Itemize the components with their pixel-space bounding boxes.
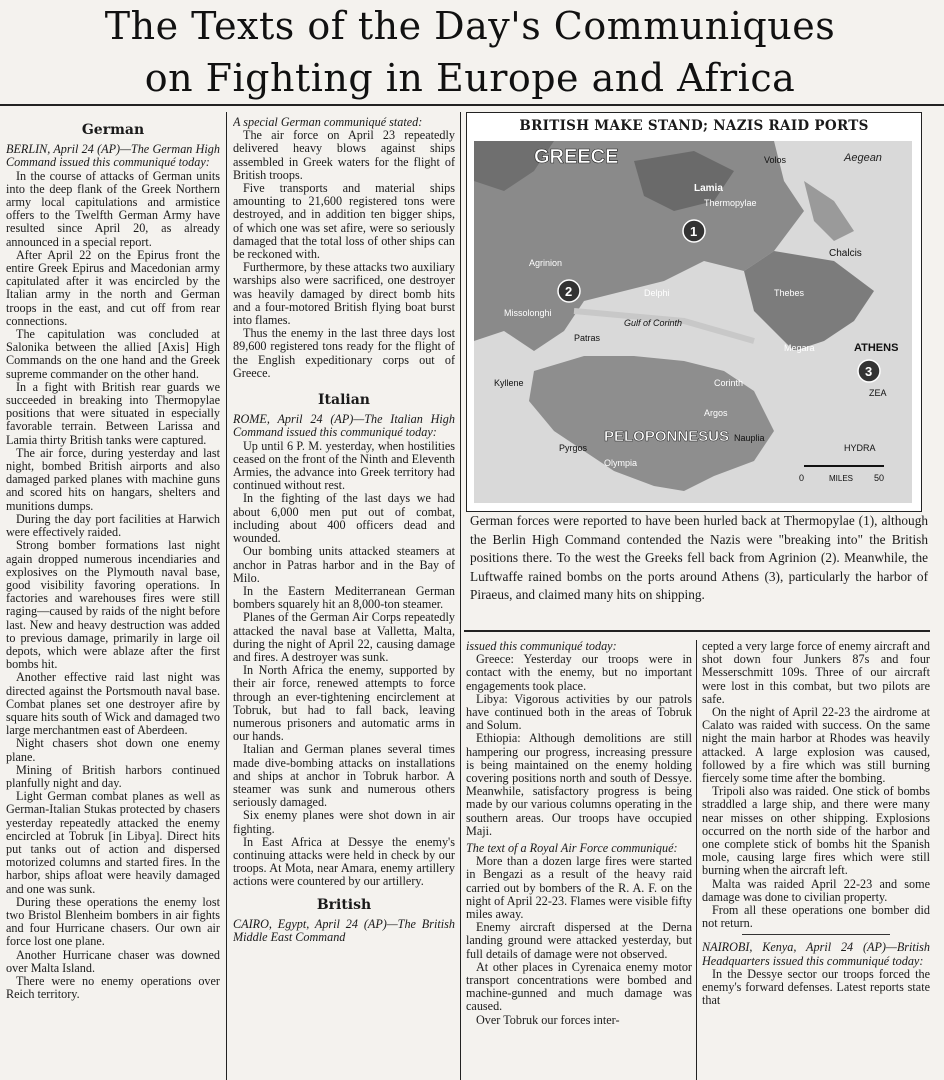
raf-paragraph: Over Tobruk our forces inter- [476, 1012, 620, 1027]
german-paragraph: There were no enemy operations over Reich territory. [6, 974, 220, 1002]
map-marker-2-label: 2 [565, 284, 573, 299]
map-scale-miles: MILES [829, 474, 854, 483]
column-rule-2 [460, 112, 461, 1080]
headline-line-2: on Fighting in Europe and Africa [144, 56, 796, 100]
map-label-argos: Argos [704, 408, 728, 418]
map-title: BRITISH MAKE STAND; NAZIS RAID PORTS [519, 118, 869, 134]
italian-heading: Italian [318, 392, 370, 409]
map-marker-1-label: 1 [690, 224, 698, 239]
map-label-aegean: Aegean [844, 152, 882, 164]
greece-map [466, 112, 922, 512]
german-paragraph: Mining of British harbors continued planfully night and day. [6, 762, 220, 790]
map-label-thermopylae: Thermopylae [704, 198, 757, 208]
italian-paragraph: In the Eastern Mediterranean German bombers squarely hit an 8,000-ton steamer. [233, 583, 455, 612]
german-paragraph: Another Hurricane chaser was downed over Malta Island. [6, 947, 220, 975]
map-label-nauplia: Nauplia [734, 433, 765, 443]
british-column [466, 640, 692, 1080]
british-paragraph: Greece: Yesterday our troops were in contact with the enemy, but no important engagements took place. [466, 652, 692, 693]
german-paragraph: Light German combat planes as well as German-Italian Stukas protected by chasers yesterday repeatedly attacked the enemy encircled at Tobruk [in Libya]. Direct hits put tanks out of action and dispersed motorized columns and started fires. In the harbor, ships afloat were heavily damaged and one was sunk. [6, 789, 220, 896]
british-paragraph: Ethiopia: Although demolitions are still hampering our progress, increasing pressure is being maintained on the enemy holding covering positions north and south of Dessye. Meanwhile, satisfactory progress is being made by our various columns operating in the southern areas. Our troops have occupied Maji. [466, 731, 692, 838]
map-label-athens: ATHENS [854, 342, 899, 354]
page-headline [60, 0, 880, 104]
headline-line-1: The Texts of the Day's Communiques [104, 4, 836, 48]
raf-column [702, 640, 930, 1080]
map-label-pyrgos: Pyrgos [559, 443, 588, 453]
italian-column [233, 116, 455, 1080]
map-graphic [474, 141, 912, 503]
german-heading: German [81, 122, 145, 138]
map-caption: German forces were reported to have been hurled back at Thermopylae (1), although the Berlin High Command contended the Nazis were "breaking into" the British positions there. To the west the Greeks fell back from Agrinion (2). Meanwhile, the Luftwaffe rained bombs on the ports around Athens (3), particularly the harbor of Piraeus, and claimed many hits on shipping. [470, 513, 928, 603]
german-paragraph: Another effective raid last night was directed against the Portsmouth naval base. Combat planes set one destroyer afire by square hits south of Wick and damaged two large merchantmen east of Aberdeen. [6, 670, 220, 738]
british-dateline: CAIRO, Egypt, April 24 (AP)—The British Middle East Command [233, 916, 455, 944]
special-paragraph: Five transports and material ships amounting to 21,600 registered tons were destroyed, and in addition ten bigger ships, of which one was set afire, were so seriously damaged that the total loss of other ships can be reckoned with. [233, 181, 455, 262]
col5-paragraph: Tripoli also was raided. One stick of bombs straddled a large ship, and there were many near misses on other shipping. Explosions occurred on the north side of the harbor and one complete stick of bombs hit the Spanish mole, causing large fires which were still burning when the aircraft left. [702, 784, 930, 878]
german-paragraph: Night chasers shot down one enemy plane. [6, 736, 220, 764]
map-label-peloponnesus: PELOPONNESUS [604, 428, 730, 445]
column-rule-1 [226, 112, 227, 1080]
special-intro: A special German communiqué stated: [233, 116, 423, 129]
map-scale-fifty: 50 [874, 473, 885, 483]
german-paragraph: Strong bomber formations last night again dropped numerous incendiaries and explosives on the Plymouth naval base, good visibility favoring operations. In factories and warehouses fires were still raging—caused by raids of the night before last. New and heavy destruction was added to previous damage, primarily in large oil depots, which were ablaze after the first bombs hit. [6, 538, 220, 672]
british-heading: British [316, 896, 372, 913]
italian-paragraph: Our bombing units attacked steamers at anchor in Patras harbor and in the Bay of Milo. [233, 544, 455, 585]
italian-paragraph: Italian and German planes several times made dive-bombing attacks on installations and ships at anchor in Tobruk harbor. A steamer was sunk and numerous others seriously damaged. [233, 742, 455, 810]
map-marker-3-label: 3 [865, 364, 873, 379]
italian-paragraph: In the fighting of the last days we had about 6,000 men put out of combat, including about 400 officers dead and wounded. [233, 491, 455, 546]
italian-dateline: ROME, April 24 (AP)—The Italian High Command issued this communiqué today: [233, 412, 455, 440]
caption-rule [464, 630, 930, 632]
german-dateline: BERLIN, April 24 (AP)—The German High Command issued this communiqué today: [6, 142, 220, 170]
map-label-kyllene: Kyllene [494, 378, 524, 388]
italian-paragraph: In North Africa the enemy, supported by their air force, renewed attempts to force through an ever-tightening encirclement at Tobruk, but had to fall back, leaving numerous prisoners and automatic arms in our hands. [233, 663, 455, 744]
raf-paragraph: More than a dozen large fires were started in Bengazi as a result of the heavy raid carried out by bombers of the R. A. F. on the night of April 22-23. Flames were visible fifty miles away. [466, 854, 692, 922]
italian-paragraph: Six enemy planes were shot down in air fighting. [233, 808, 455, 836]
german-paragraph: In the course of attacks of German units into the deep flank of the Greek Northern army local capitulations and armistice offers to the Twelfth German Army have resulted since April 20, as already announced in a special report. [6, 168, 220, 249]
map-label-greece: GREECE [534, 146, 619, 168]
map-label-volos: Volos [764, 155, 787, 165]
german-paragraph: During these operations the enemy lost two Bristol Blenheim bombers in air fights and four Hurricane chasers. Our own air force lost one plane. [6, 894, 220, 949]
map-label-corinth: Corinth [714, 378, 744, 388]
raf-intro: The text of a Royal Air Force communiqué: [466, 841, 678, 856]
map-label-thebes: Thebes [774, 288, 805, 298]
map-label-agrinion: Agrinion [529, 258, 563, 268]
section-divider [742, 930, 890, 935]
map-label-patras: Patras [574, 333, 601, 343]
german-paragraph: After April 22 on the Epirus front the entire Greek Epirus and Macedonian army capitulated after it was encircled by the Italian army in the north and German troops in the east, and cut off from rear connections. [6, 247, 220, 328]
british-paragraph: Libya: Vigorous activities by our patrols have continued both in the areas of Tobruk and Solum. [466, 691, 692, 733]
col5-paragraph: From all these operations one bomber did not return. [702, 903, 930, 931]
german-paragraph: The capitulation was concluded at Salonika between the allied [Axis] High Commands on the one hand and the Greek supreme commander on the other hand. [6, 327, 220, 381]
map-label-olympia: Olympia [604, 458, 638, 468]
german-paragraph: In a fight with British rear guards we succeeded in breaking into Thermopylae positions that were situated in especially favorable terrain. Between Larissa and Lamia thirty British tanks were captured. [6, 379, 220, 447]
map-label-chalcis: Chalcis [829, 248, 862, 259]
italian-paragraph: Planes of the German Air Corps repeatedly attacked the naval base at Valletta, Malta, during the night of April 22, causing damage and fires. A destroyer was sunk. [233, 610, 455, 664]
german-paragraph: The air force, during yesterday and last night, bombed British airports and also damaged parked planes with machine guns and scored hits on hangars, shelters and munitions dumps. [6, 445, 220, 513]
special-paragraph: Thus the enemy in the last three days lost 89,600 registered tons ready for the flight of the English expeditionary corps out of Greece. [233, 326, 455, 380]
german-paragraph: During the day port facilities at Harwich were effectively raided. [6, 511, 220, 540]
map-label-megara: Megara [784, 343, 815, 353]
special-paragraph: The air force on April 23 repeatedly delivered heavy blows against ships assembled in Greek waters for the flight of British troops. [233, 128, 455, 182]
raf-paragraph: At other places in Cyrenaica enemy motor transport concentrations were bombed and machine-gunned and much damage was caused. [466, 959, 692, 1014]
nairobi-dateline: NAIROBI, Kenya, April 24 (AP)—British Headquarters issued this communiqué today: [702, 940, 930, 968]
map-label-lamia: Lamia [694, 183, 723, 194]
column-rule-3 [696, 640, 697, 1080]
map-label-zea: ZEA [869, 388, 887, 398]
german-column [6, 120, 220, 1080]
col5-paragraph: cepted a very large force of enemy aircraft and shot down four Junkers 87s and four Messerschmitt 109s. Three of our aircraft were lost in this combat, but two pilots are safe. [702, 640, 930, 706]
map-label-hydra: HYDRA [844, 443, 876, 453]
italian-paragraph: Up until 6 P. M. yesterday, when hostilities ceased on the front of the Ninth and Eleventh Armies, the advance into Greek territory had continued without rest. [233, 438, 455, 493]
col5-paragraph: On the night of April 22-23 the airdrome at Calato was raided with success. On the same night the main harbor at Rhodes was heavily attacked. A large explosion was caused, followed by a fire which was still burning fiercely some time after the bombing. [702, 705, 930, 786]
italian-paragraph: In East Africa at Dessye the enemy's continuing attacks were held in check by our troops. At Mota, near Amara, enemy artillery actions were countered by our artillery. [233, 834, 455, 889]
nairobi-paragraph: In the Dessye sector our troops forced the enemy's forward defenses. Latest reports state that [702, 966, 930, 1008]
col5-paragraph: Malta was raided April 22-23 and some damage was done to civilian property. [702, 876, 930, 904]
map-label-gulf: Gulf of Corinth [624, 318, 683, 328]
british-lead: issued this communiqué today: [466, 640, 617, 653]
map-scale-zero: 0 [799, 473, 805, 483]
top-rule [0, 104, 944, 106]
raf-paragraph: Enemy aircraft dispersed at the Derna landing ground were attacked yesterday, but full details of damage were not observed. [466, 920, 692, 961]
map-label-delphi: Delphi [644, 288, 670, 298]
special-paragraph: Furthermore, by these attacks two auxiliary warships also were sacrificed, one destroyer was heavily damaged by direct bomb hits and a four-motored British flying boat burst into flames. [233, 260, 455, 328]
map-label-missolonghi: Missolonghi [504, 308, 552, 318]
